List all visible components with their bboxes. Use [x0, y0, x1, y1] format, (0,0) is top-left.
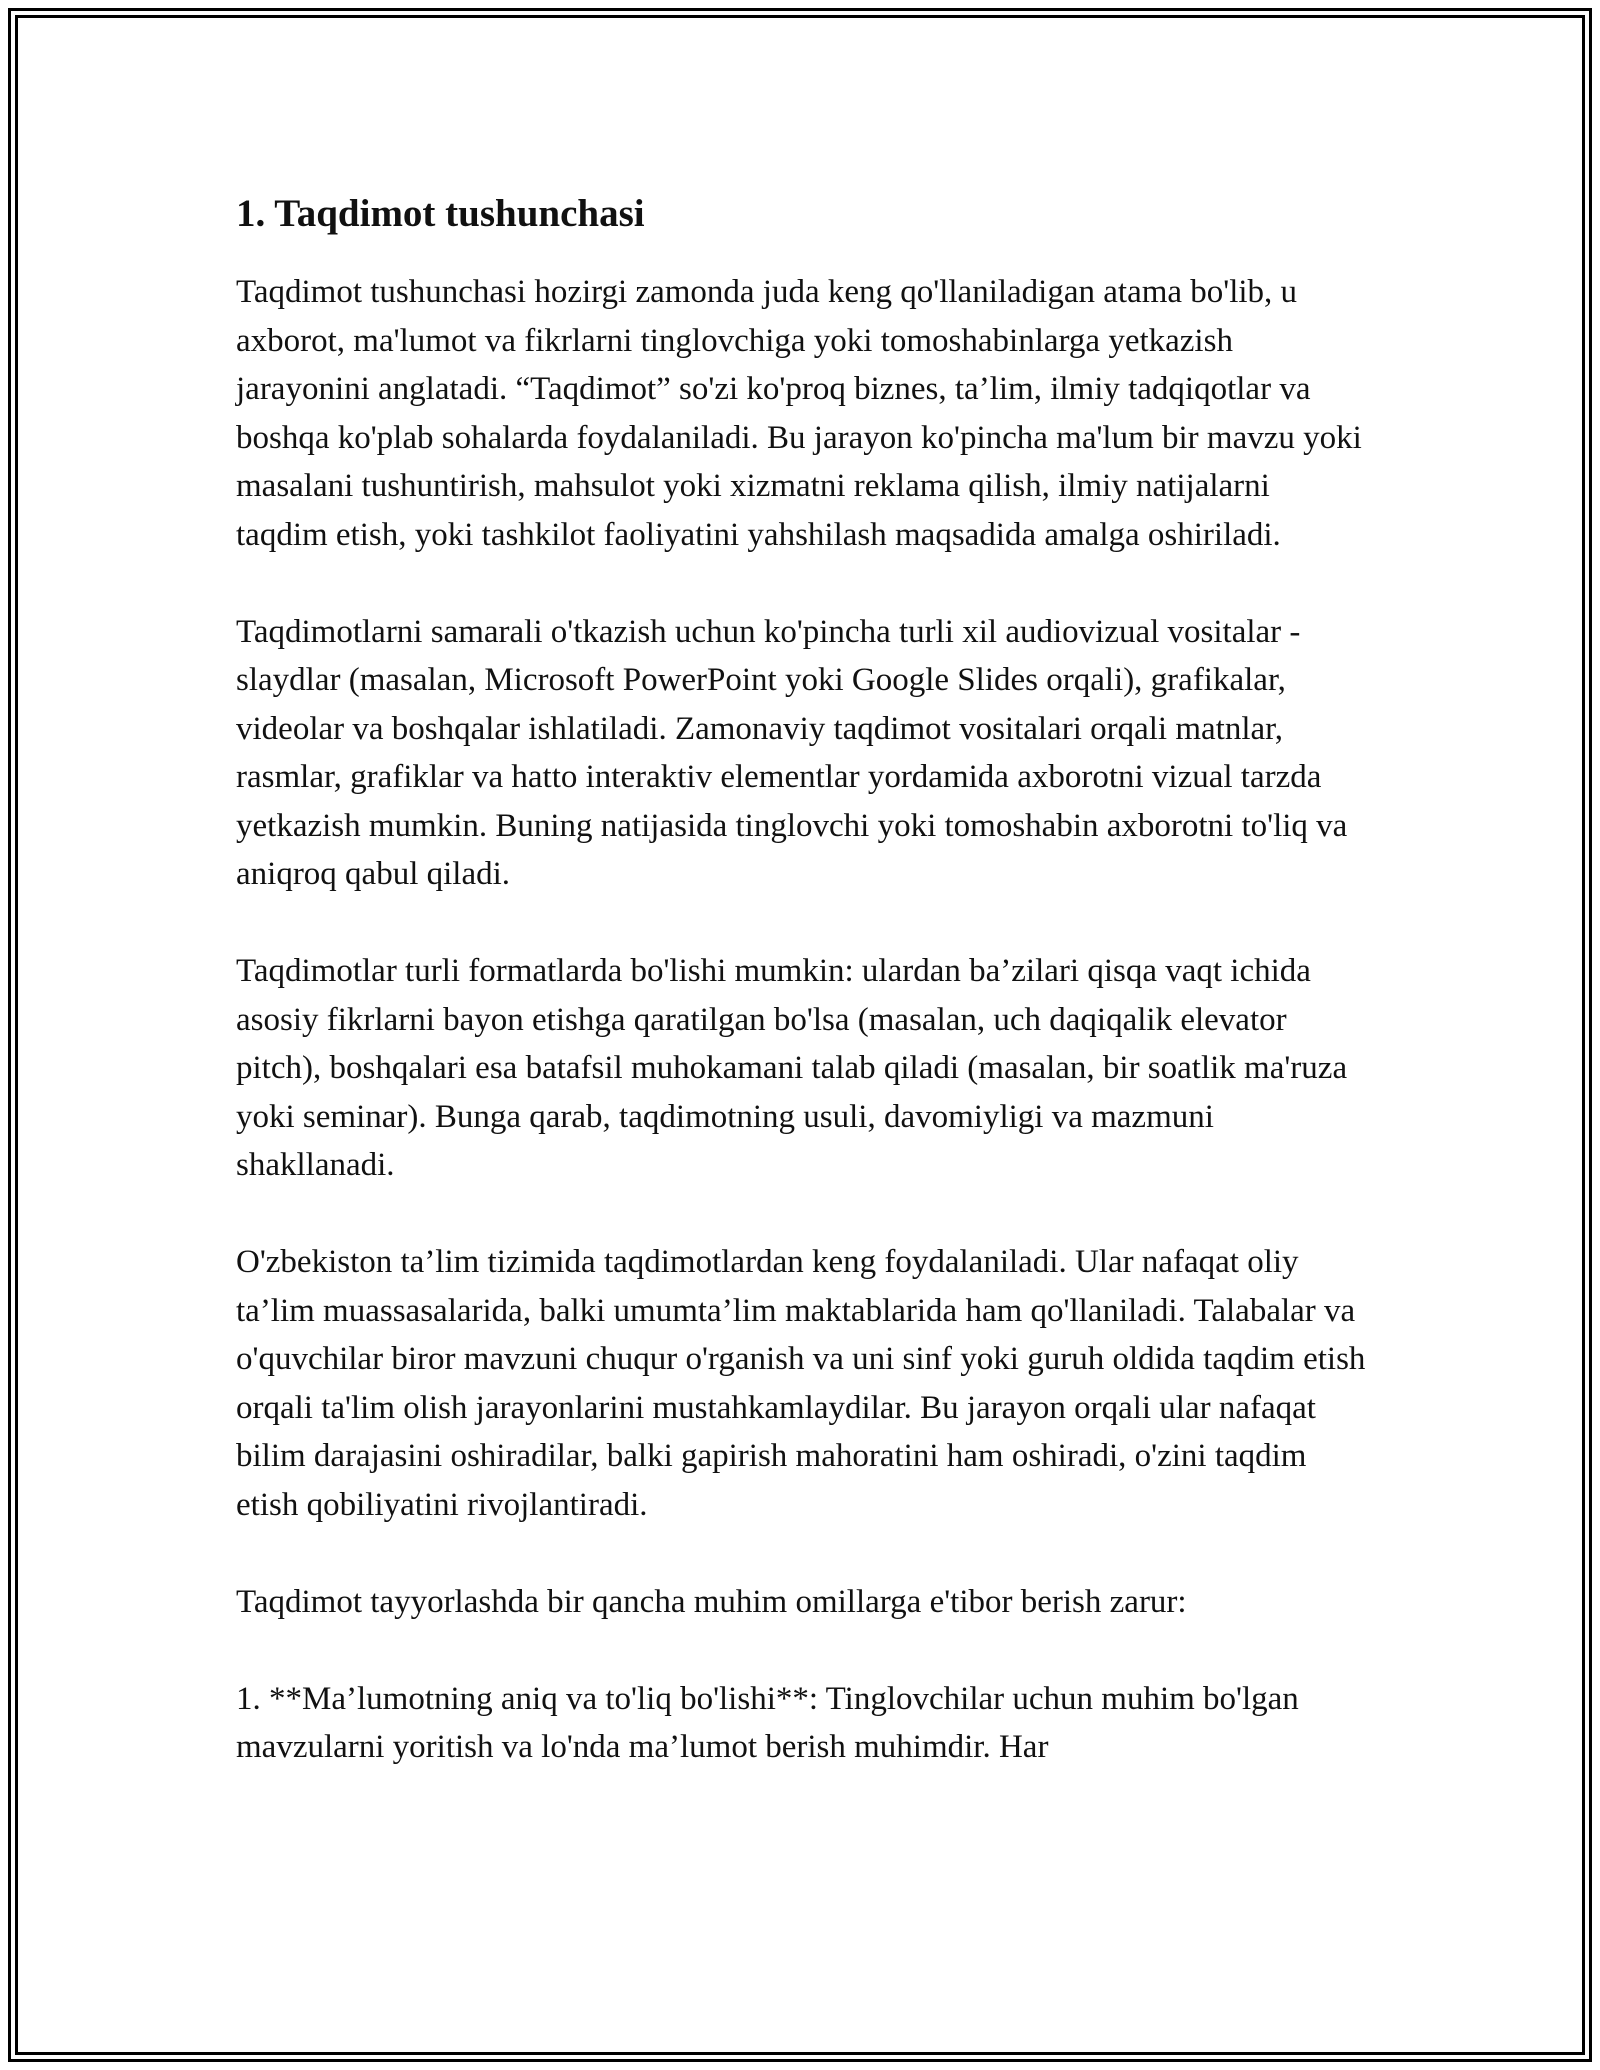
document-title: 1. Taqdimot tushunchasi: [236, 192, 645, 235]
document-body: [236, 186, 1366, 1820]
paragraph-5: Taqdimot tayyorlashda bir qancha muhim omillarga e'tibor berish zarur:: [236, 1583, 1187, 1620]
paragraph-4: O'zbekiston ta’lim tizimida taqdimotlardan keng foydalaniladi. Ular nafaqat oliy ta’lim muassasalarida, balki umumta’lim maktablarida ham qo'llaniladi. Talabalar va o'quvchilar biror mavzuni chuqur o'rganish va uni sinf yoki guruh oldida taqdim etish orqali ta'lim olish jarayonlarini mustahkamlaydilar. Bu jarayon orqali ular nafaqat bilim darajasini oshiradilar, balki gapirish mahoratini ham oshiradi, o'zini taqdim etish qobiliyatini rivojlantiradi.: [236, 1244, 1366, 1523]
paragraph-6: 1. **Ma’lumotning aniq va to'liq bo'lishi**: Tinglovchilar uchun muhim bo'lgan mavzularni yoritish va lo'nda ma’lumot berish muhimdir. Har: [236, 1680, 1299, 1765]
paragraph-2: Taqdimotlarni samarali o'tkazish uchun ko'pincha turli xil audiovizual vositalar - slaydlar (masalan, Microsoft PowerPoint yoki Google Slides orqali), grafikalar, videolar va boshqalar ishlatiladi. Zamonaviy taqdimot vositalari orqali matnlar, rasmlar, grafiklar va hatto interaktiv elementlar yordamida axborotni vizual tarzda yetkazish mumkin. Buning natijasida tinglovchi yoki tomoshabin axborotni to'liq va aniqroq qabul qiladi.: [236, 613, 1348, 892]
paragraph-1: Taqdimot tushunchasi hozirgi zamonda juda keng qo'llaniladigan atama bo'lib, u axborot, ma'lumot va fikrlarni tinglovchiga yoki tomoshabinlarga yetkazish jarayonini anglatadi. “Taqdimot” so'zi ko'proq biznes, ta’lim, ilmiy tadqiqotlar va boshqa ko'plab sohalarda foydalaniladi. Bu jarayon ko'pincha ma'lum bir mavzu yoki masalani tushuntirish, mahsulot yoki xizmatni reklama qilish, ilmiy natijalarni taqdim etish, yoki tashkilot faoliyatini yahshilash maqsadida amalga oshiriladi.: [236, 274, 1362, 553]
paragraph-3: Taqdimotlar turli formatlarda bo'lishi mumkin: ulardan ba’zilari qisqa vaqt ichida asosiy fikrlarni bayon etishga qaratilgan bo'lsa (masalan, uch daqiqalik elevator pitch), boshqalari esa batafsil muhokamani talab qiladi (masalan, bir soatlik ma'ruza yoki seminar). Bunga qarab, taqdimotning usuli, davomiyligi va mazmuni shakllanadi.: [236, 953, 1348, 1183]
